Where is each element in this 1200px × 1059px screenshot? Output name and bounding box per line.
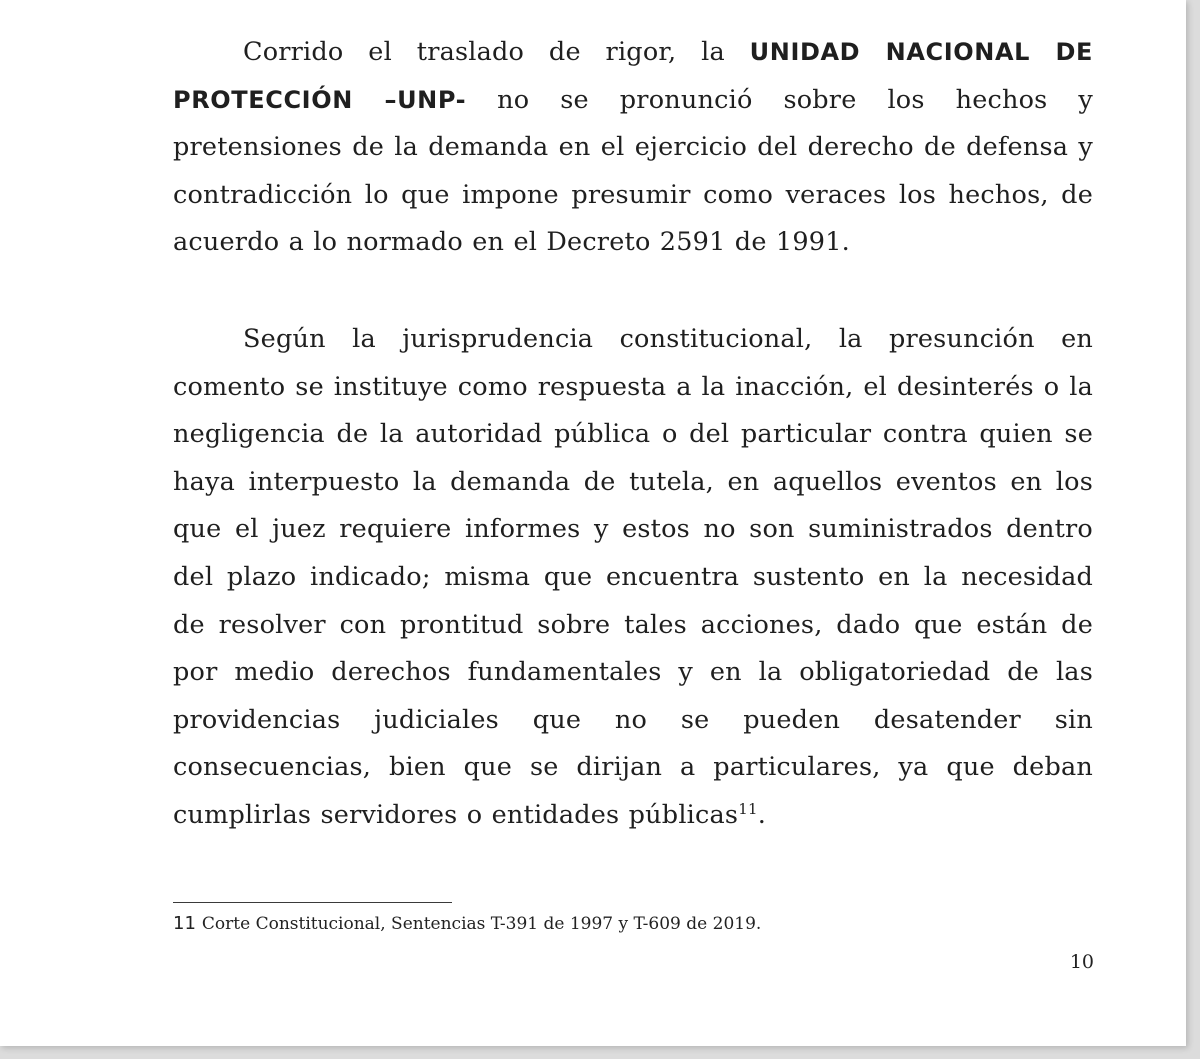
paragraph-1	[173, 29, 1093, 267]
footnote-text: Corte Constitucional, Sentencias T-391 de 1997 y T-609 de 2019.	[201, 914, 762, 934]
footnote-separator	[173, 902, 452, 903]
footnote-reference: 11	[738, 799, 758, 818]
entity-name: UNIDAD NACIONAL DE PROTECCIÓN –UNP-	[173, 38, 1093, 114]
page-number: 10	[1069, 951, 1094, 973]
footnote	[173, 913, 761, 934]
paragraph-2-end: .	[757, 799, 767, 830]
paragraph-1-intro: Corrido el traslado de rigor, la	[243, 37, 750, 67]
paragraph-1-rest: no se pronunció sobre los hechos y pretensiones de la demanda en el ejercicio del derecho de defensa y contradicción lo que impone presumir como veraces los hechos, de acuerdo a lo normado en el Decreto 2591 de 1991.	[173, 84, 1093, 258]
paragraph-2	[173, 316, 1093, 840]
footnote-number: 11	[173, 913, 196, 934]
paragraph-2-text: Según la jurisprudencia constitucional, la presunción en comento se instituye como respuesta a la inacción, el desinterés o la negligencia de la autoridad pública o del particular contra quien se haya interpuesto la demanda de tutela, en aquellos eventos en los que el juez requiere informes y estos no son suministrados dentro del plazo indicado; misma que encuentra sustento en la necesidad de resolver con prontitud sobre tales acciones, dado que están de por medio derechos fundamentales y en la obligatoriedad de las providencias judiciales que no se pueden desatender sin consecuencias, bien que se dirijan a particulares, ya que deban cumplirlas servidores o entidades públicas	[173, 324, 1093, 830]
